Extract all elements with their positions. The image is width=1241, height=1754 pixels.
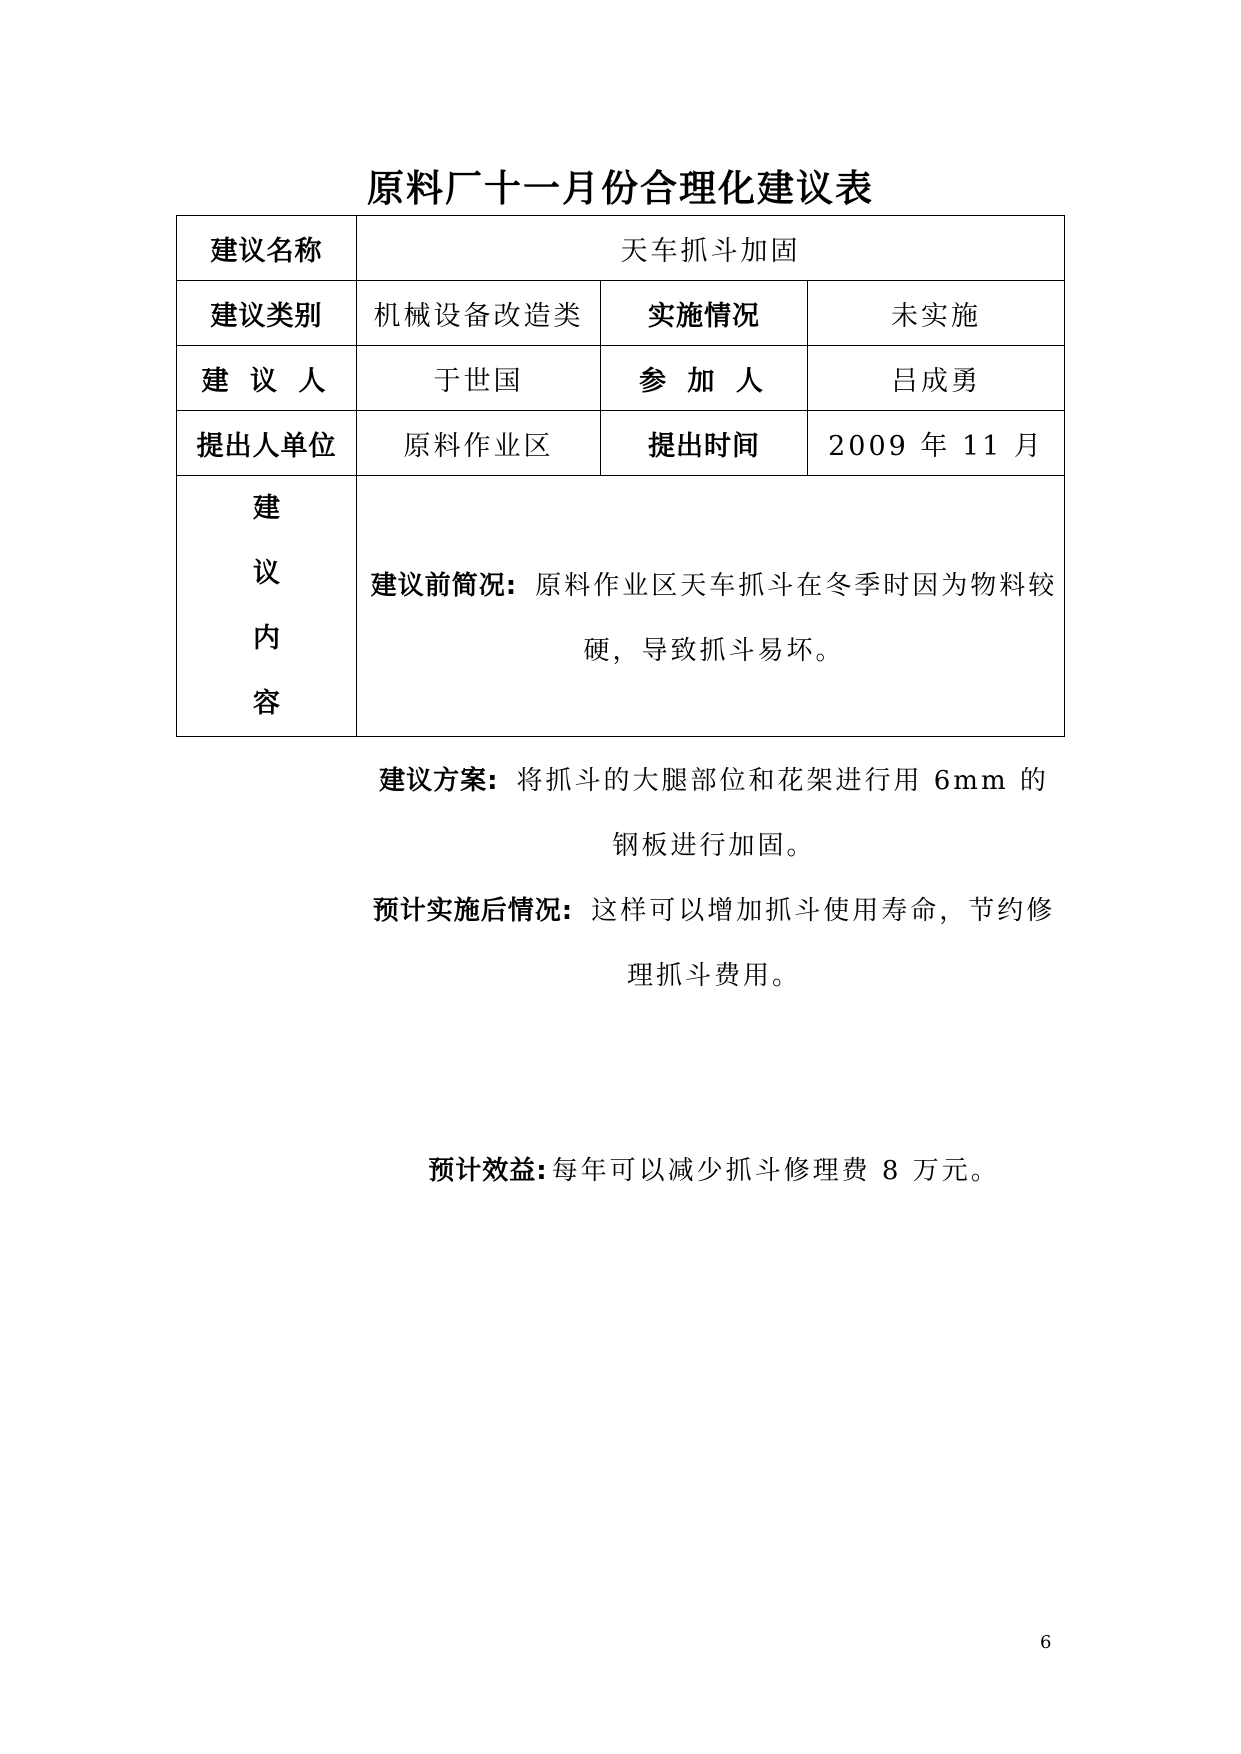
content-label-char: 内 [253, 623, 280, 654]
before-situation-paragraph [369, 554, 1059, 684]
plan-text: 将抓斗的大腿部位和花架进行用 6mm 的钢板进行加固。 [516, 766, 1049, 861]
row-unit-time [177, 411, 1065, 476]
plan-heading: 建议方案: [379, 766, 499, 796]
content-label-char: 议 [253, 558, 280, 589]
benefit-heading: 预计效益: [428, 1156, 548, 1186]
time-value: 2009 年 11 月 [808, 411, 1065, 476]
page-title: 原料厂十一月份合理化建议表 [367, 167, 874, 210]
before-situation-heading: 建议前简况: [370, 571, 518, 601]
status-label: 实施情况 [601, 281, 808, 346]
category-label: 建议类别 [177, 281, 357, 346]
content-label [177, 476, 357, 737]
suggestion-form-table [176, 215, 1065, 1186]
status-value: 未实施 [808, 281, 1065, 346]
participant-value: 吕成勇 [808, 346, 1065, 411]
suggestion-name-value: 天车抓斗加固 [357, 216, 1065, 281]
unit-value: 原料作业区 [357, 411, 601, 476]
content-body [357, 476, 1065, 1186]
content-label-char: 建 [253, 493, 280, 524]
benefit-paragraph [369, 1139, 1059, 1204]
after-situation-heading: 预计实施后情况: [372, 896, 574, 926]
suggestion-name-label: 建议名称 [177, 216, 357, 281]
row-suggestion-name [177, 216, 1065, 281]
before-situation-text: 原料作业区天车抓斗在冬季时因为物料较硬，导致抓斗易坏。 [535, 571, 1058, 666]
participant-label: 参 加 人 [601, 346, 808, 411]
proposer-value: 于世国 [357, 346, 601, 411]
benefit-text: 每年可以减少抓斗修理费 8 万元。 [551, 1156, 1000, 1186]
category-value: 机械设备改造类 [357, 281, 601, 346]
row-proposer-participant [177, 346, 1065, 411]
page-number: 6 [1040, 1632, 1052, 1653]
after-situation-paragraph [369, 879, 1059, 1009]
row-category-status [177, 281, 1065, 346]
row-content [177, 476, 1065, 737]
proposer-label: 建 议 人 [177, 346, 357, 411]
time-label: 提出时间 [601, 411, 808, 476]
unit-label: 提出人单位 [177, 411, 357, 476]
content-label-char: 容 [253, 688, 280, 719]
after-situation-text: 这样可以增加抓斗使用寿命，节约修理抓斗费用。 [591, 896, 1056, 991]
plan-paragraph [369, 749, 1059, 879]
